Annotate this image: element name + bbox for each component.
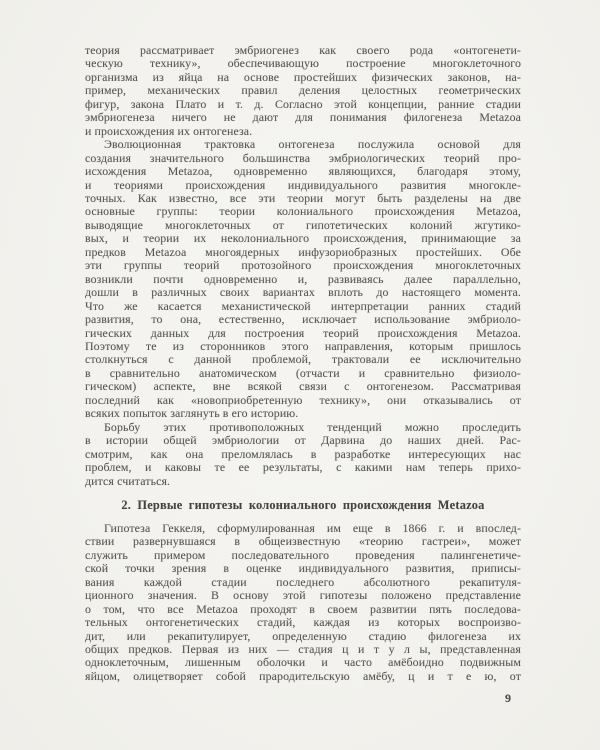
text-line: выводящие многоклеточных от гипотетических колоний жгутико- [85,217,521,232]
text-line: ционного значения. В основу этой гипотезы положено представление [85,588,521,603]
text-line: Борьбу этих противоположных тенденций можно проследить [104,419,521,434]
paragraph [85,421,521,488]
text-line: гических данных для построения теорий происхождения Metazoa. [85,325,521,340]
text-line: и теориями происхождения индивидуального развития многокле- [85,177,521,192]
text-line: эмбриогенеза ничего не дают для понимания филогенеза Metazoa [85,110,521,125]
text-line: основные группы: теории колониального происхождения Metazoa, [85,204,521,219]
page-text [85,44,521,683]
text-line: яйцом, олицетворяет собой прародительскую амёбу, ц и т е ю, от [85,668,521,683]
text-line: одноклеточным, лишенным оболочки и часто амёбоидно подвижным [85,655,521,670]
text-line: вых, и теории их неколониального происхождения, принимающие за [85,231,521,246]
text-line: гическом) аспекте, вне всякой связи с онтогенезом. Рассматривая [85,379,521,394]
text-line: ствии развернувшаяся в общеизвестную «теорию гастреи», может [85,534,521,549]
paragraph [85,138,521,421]
text-line: Поэтому те из сторонников этого направления, которым пришлось [85,338,521,353]
text-line: вания каждой стадии последнего абсолютного рекапитуля- [85,574,521,589]
text-line: теория рассматривает эмбриогенез как своего рода «онтогенети- [85,43,521,57]
section-heading: 2. Первые гипотезы колониального происхождения Metazoa [121,497,485,512]
text-line: тельных онтогенетических стадий, каждая из которых воспроизво- [85,615,521,630]
page-number: 9 [505,691,511,705]
text-line: развития, то она, естественно, исключает использование эмбриоло- [85,312,521,327]
text-line: возникли почти одновременно и, развиваясь далее параллельно, [85,271,521,286]
text-line: дится считаться. [85,473,171,488]
text-line: общих предков. Первая из них — стадия ц и т у л ы, представленная [85,642,521,657]
text-line: Эволюционная трактовка онтогенеза послужила основой для [104,137,521,152]
paragraph [85,44,521,138]
text-line: о том, что все Metazoa проходят в своем развитии пять последова- [85,601,521,616]
text-line: ческую технику», обеспечивающую построение многоклеточного [85,56,521,71]
text-line: предков Metazoa многоядерных инфузориобразных простейших. Обе [85,244,521,259]
text-line: создания значительного большинства эмбриологических теорий про- [85,150,521,165]
text-line: исхождения Metazoa, одновременно являющихся, благодаря этому, [85,164,521,179]
text-line: проблем, и каковы те ее результаты, с какими нам теперь прихо- [85,460,521,475]
text-line: в истории общей эмбриологии от Дарвина до наших дней. Рас- [85,433,521,448]
text-line: эти группы теорий протозойного происхождения многоклеточных [85,258,521,273]
paragraph [85,522,521,683]
text-line: пример, механических правил деления целостных геометрических [85,83,521,98]
text-line: служить примером последовательного проведения палингенетиче- [85,547,521,562]
text-line: всяких попыток заглянуть в его историю. [85,406,299,421]
text-line: Что же касается механистической интерпретации ранних стадий [85,298,521,313]
text-line: столкнуться с данной проблемой, трактовали ее исключительно [85,352,521,367]
text-line: в сравнительно анатомическом (отчасти и сравнительно физиоло- [85,365,521,380]
text-line: точных. Как известно, все эти теории могут быть разделены на две [85,190,521,205]
text-line: ской точки зрения в оценке индивидуального развития, приписы- [85,561,521,576]
text-line: смотрим, как она преломлялась в разработке интересующих нас [85,446,521,461]
text-line: Гипотеза Геккеля, сформулированная им еще в 1866 г. и впослед- [104,520,521,535]
text-line: фигур, закона Плато и т. д. Согласно этой концепции, ранние стадии [85,96,521,111]
text-line: организма из яйца на основе простейших физических законов, на- [85,69,521,84]
text-line: дошли в различных своих вариантах вплоть до настоящего момента. [85,285,521,300]
text-line: последний как «новоприобретенную технику», они отказывались от [85,392,521,407]
text-line: дит, или рекапитулирует, определенную стадию филогенеза их [85,628,521,643]
text-line: и происхождения их онтогенеза. [85,123,253,138]
